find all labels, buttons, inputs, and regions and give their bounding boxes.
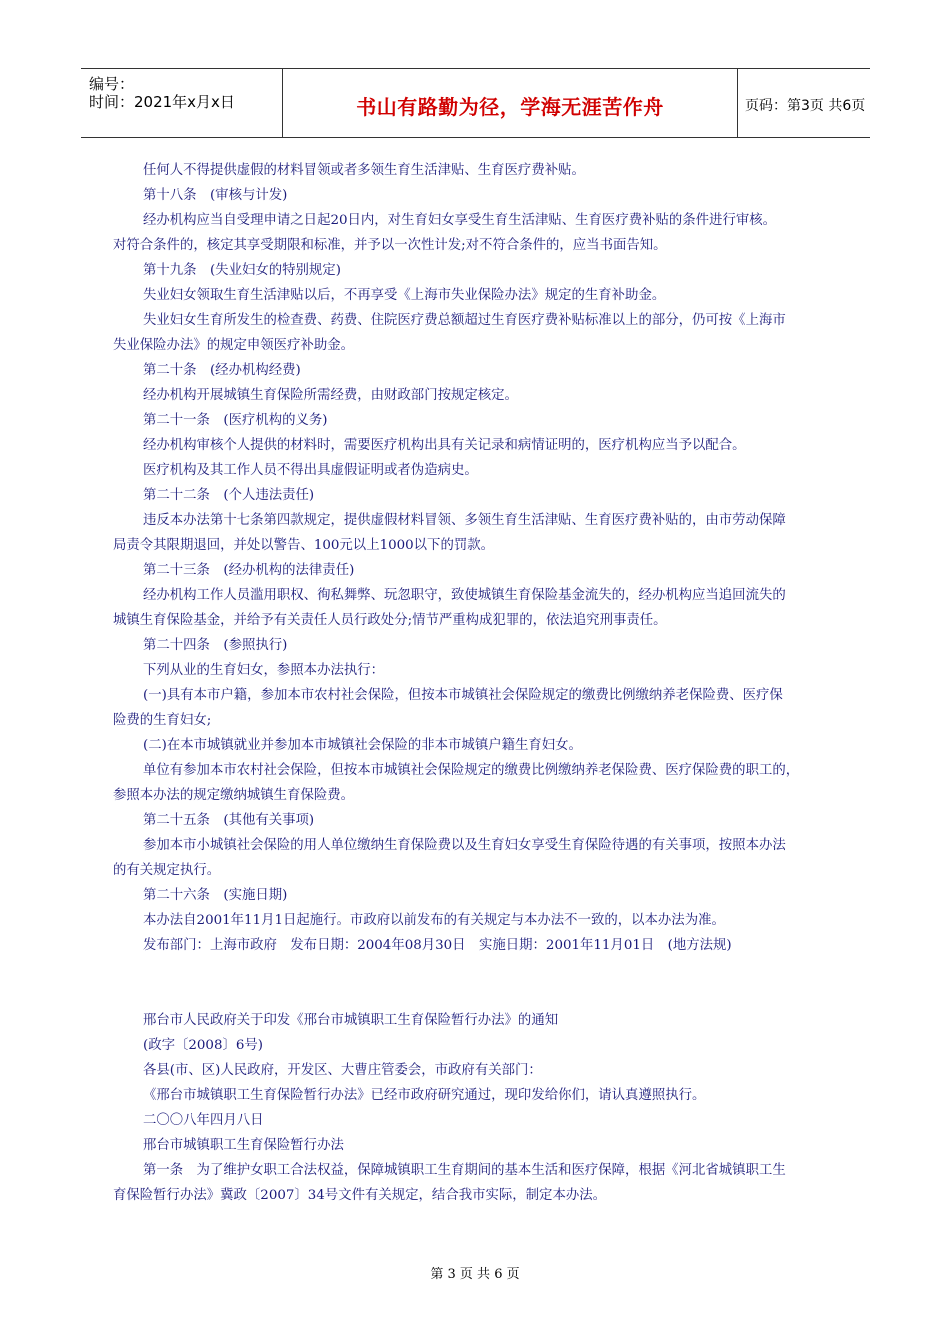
- article-heading: 第二十一条 (医疗机构的义务): [143, 413, 328, 428]
- text-line: 局责令其限期退回，并处以警告、100元以上1000以下的罚款。: [113, 538, 495, 553]
- page-label: 页码：第3页 共6页: [745, 98, 866, 114]
- text-line: 本办法自2001年11月1日起施行。市政府以前发布的有关规定与本办法不一致的，以本办法为准。: [143, 913, 725, 928]
- publication-info: 发布部门：上海市政府 发布日期：2004年08月30日 实施日期：2001年11月01日 (地方法规): [143, 938, 732, 953]
- text-line: 对符合条件的，核定其享受期限和标准，并予以一次性计发;对不符合条件的，应当书面告知。: [113, 238, 667, 253]
- text-line: 第一条 为了维护女职工合法权益，保障城镇职工生育期间的基本生活和医疗保障，根据《河北省城镇职工生: [143, 1163, 786, 1178]
- page-footer: 第 3 页 共 6 页: [430, 1267, 520, 1282]
- header-info-cell: [81, 69, 282, 137]
- text-line: 失业妇女生育所发生的检查费、药费、住院医疗费总额超过生育医疗费补贴标准以上的部分，仍可按《上海市: [143, 313, 786, 328]
- article-heading: 第二十三条 (经办机构的法律责任): [143, 563, 355, 578]
- text-line: 下列从业的生育妇女，参照本办法执行：: [143, 663, 385, 678]
- text-line: 经办机构工作人员滥用职权、徇私舞弊、玩忽职守，致使城镇生育保险基金流失的，经办机构应当追回流失的: [143, 588, 786, 603]
- header-motto-cell: [282, 69, 738, 137]
- text-line: (一)具有本市户籍，参加本市农村社会保险，但按本市城镇社会保险规定的缴费比例缴纳养老保险费、医疗保: [143, 688, 783, 703]
- text-line: 经办机构审核个人提供的材料时，需要医疗机构出具有关记录和病情证明的，医疗机构应当予以配合。: [143, 438, 746, 453]
- text-line: 失业妇女领取生育生活津贴以后，不再享受《上海市失业保险办法》规定的生育补助金。: [143, 288, 666, 303]
- text-line: 参照本办法的规定缴纳城镇生育保险费。: [113, 788, 355, 803]
- text-line: (二)在本市城镇就业并参加本市城镇社会保险的非本市城镇户籍生育妇女。: [143, 738, 582, 753]
- article-heading: 第十九条 (失业妇女的特别规定): [143, 263, 341, 278]
- text-line: 的有关规定执行。: [113, 863, 221, 878]
- text-line: 育保险暂行办法》冀政〔2007〕34号文件有关规定，结合我市实际，制定本办法。: [113, 1188, 607, 1203]
- header-page-cell: [737, 69, 870, 137]
- document-number: (政字〔2008〕6号): [143, 1038, 263, 1053]
- motto: 书山有路勤为径，学海无涯苦作舟: [356, 95, 664, 119]
- article-heading: 第二十条 (经办机构经费): [143, 363, 301, 378]
- text-line: 失业保险办法》的规定申领医疗补助金。: [113, 338, 355, 353]
- header-table: [81, 68, 870, 138]
- text-line: 经办机构应当自受理申请之日起20日内，对生育妇女享受生育生活津贴、生育医疗费补贴的条件进行审核。: [143, 213, 777, 228]
- text-line: 参加本市小城镇社会保险的用人单位缴纳生育保险费以及生育妇女享受生育保险待遇的有关事项，按照本办法: [143, 838, 786, 853]
- text-line: 单位有参加本市农村社会保险，但按本市城镇社会保险规定的缴费比例缴纳养老保险费、医疗保险费的职工的，: [143, 763, 800, 778]
- date-line: 二〇〇八年四月八日: [143, 1113, 264, 1128]
- text-line: 城镇生育保险基金，并给予有关责任人员行政处分;情节严重构成犯罪的，依法追究刑事责任。: [113, 613, 667, 628]
- notice-title: 邢台市人民政府关于印发《邢台市城镇职工生育保险暂行办法》的通知: [143, 1013, 559, 1028]
- article-heading: 第二十四条 (参照执行): [143, 638, 288, 653]
- text-line: 违反本办法第十七条第四款规定，提供虚假材料冒领、多领生育生活津贴、生育医疗费补贴的，由市劳动保障: [143, 513, 786, 528]
- article-heading: 第二十二条 (个人违法责任): [143, 488, 315, 503]
- article-heading: 第二十五条 (其他有关事项): [143, 813, 315, 828]
- text-line: 经办机构开展城镇生育保险所需经费，由财政部门按规定核定。: [143, 388, 518, 403]
- text-line: 医疗机构及其工作人员不得出具虚假证明或者伪造病史。: [143, 463, 478, 478]
- text-line: 任何人不得提供虚假的材料冒领或者多领生育生活津贴、生育医疗费补贴。: [143, 163, 585, 178]
- date-label: 时间：2021年x月x日: [89, 93, 235, 111]
- article-heading: 第二十六条 (实施日期): [143, 888, 288, 903]
- document-title: 邢台市城镇职工生育保险暂行办法: [143, 1138, 344, 1153]
- number-label: 编号：: [89, 75, 135, 93]
- text-line: 各县(市、区)人民政府，开发区、大曹庄管委会，市政府有关部门：: [143, 1063, 542, 1078]
- text-line: 险费的生育妇女;: [113, 713, 212, 728]
- text-line: 《邢台市城镇职工生育保险暂行办法》已经市政府研究通过，现印发给你们，请认真遵照执行。: [143, 1088, 706, 1103]
- article-heading: 第十八条 (审核与计发): [143, 188, 288, 203]
